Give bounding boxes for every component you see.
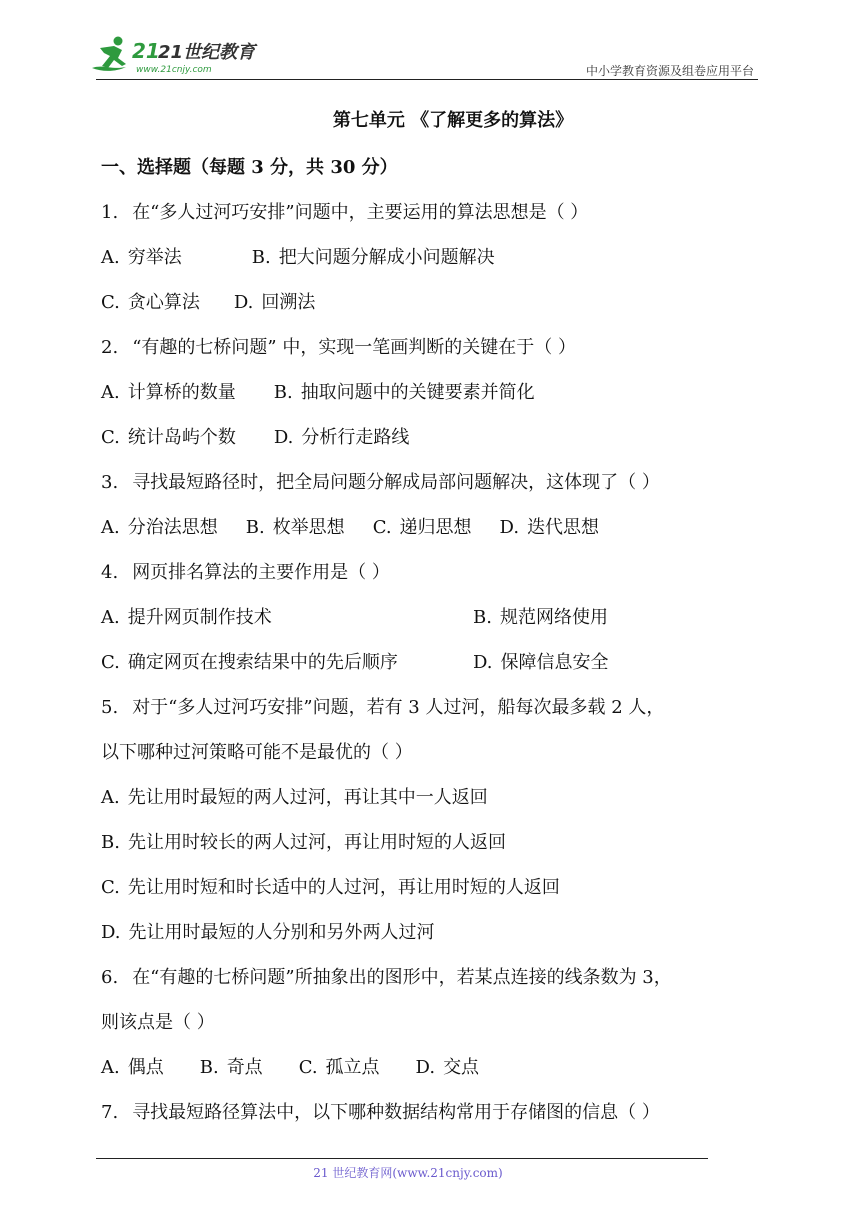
- option-d[interactable]: D. 保障信息安全: [473, 652, 609, 673]
- question-4: [101, 550, 765, 595]
- svg-text:21: 21: [132, 39, 160, 63]
- question-1-options-cd: [101, 280, 765, 325]
- header-platform-text: 中小学教育资源及组卷应用平台: [585, 64, 754, 78]
- question-5-option-a[interactable]: A. 先让用时最短的两人过河，再让其中一人返回: [101, 787, 488, 808]
- question-text: 寻找最短路径算法中，以下哪种数据结构常用于存储图的信息（ ）: [132, 1102, 660, 1123]
- question-5-option-c[interactable]: C. 先让用时短和时长适中的人过河，再让用时短的人返回: [101, 877, 560, 898]
- option-b[interactable]: B. 把大问题分解成小问题解决: [251, 247, 495, 268]
- runner-logo-icon: [92, 34, 262, 78]
- question-5-option-b[interactable]: B. 先让用时较长的两人过河，再让用时短的人返回: [101, 832, 506, 853]
- footer-link[interactable]: 21 世纪教育网(www.21cnjy.com): [313, 1166, 503, 1180]
- question-5: [101, 685, 765, 730]
- option-b[interactable]: B. 抽取问题中的关键要素并简化: [273, 382, 535, 403]
- option-b[interactable]: B. 枚举思想: [245, 517, 345, 538]
- question-number: 5.: [101, 697, 119, 718]
- section-heading: 一、选择题（每题 3 分，共 30 分）: [101, 157, 398, 178]
- question-1-options-ab: [101, 235, 765, 280]
- question-6-options: [101, 1045, 765, 1090]
- option-c[interactable]: C. 递归思想: [372, 517, 472, 538]
- question-number: 3.: [101, 472, 119, 493]
- option-a[interactable]: A. 计算桥的数量: [101, 382, 236, 403]
- option-c[interactable]: C. 孤立点: [298, 1057, 380, 1078]
- question-5-option-d[interactable]: D. 先让用时最短的人分别和另外两人过河: [101, 922, 435, 943]
- question-4-options-ab: [101, 595, 765, 640]
- logo-text: 21世纪教育: [158, 42, 256, 63]
- option-c[interactable]: C. 统计岛屿个数: [101, 427, 236, 448]
- page-header: [0, 0, 860, 82]
- question-text: 在“多人过河巧安排”问题中，主要运用的算法思想是（ ）: [132, 202, 589, 223]
- question-3-options: [101, 505, 765, 550]
- question-text: 在“有趣的七桥问题”所抽象出的图形中，若某点连接的线条数为 3，: [132, 967, 672, 988]
- question-6-continued: 则该点是（ ）: [101, 1012, 215, 1033]
- footer-divider: [96, 1158, 708, 1159]
- question-1: [101, 190, 765, 235]
- document-title: 第七单元 《了解更多的算法》: [332, 110, 574, 131]
- question-text: 网页排名算法的主要作用是（ ）: [132, 562, 390, 583]
- question-number: 1.: [101, 202, 119, 223]
- document-body: [101, 103, 765, 1135]
- option-c[interactable]: C. 贪心算法: [101, 292, 200, 313]
- question-text: 对于“多人过河巧安排”问题，若有 3 人过河，船每次最多载 2 人，: [132, 697, 665, 718]
- question-2: [101, 325, 765, 370]
- option-b[interactable]: B. 规范网络使用: [473, 607, 608, 628]
- option-c[interactable]: C. 确定网页在搜索结果中的先后顺序: [101, 652, 398, 673]
- page-footer: [0, 1164, 860, 1181]
- question-text: 寻找最短路径时，把全局问题分解成局部问题解决，这体现了（ ）: [132, 472, 660, 493]
- option-a[interactable]: A. 偶点: [101, 1057, 164, 1078]
- question-text: “有趣的七桥问题” 中，实现一笔画判断的关键在于（ ）: [132, 337, 577, 358]
- logo-url: www.21cnjy.com: [136, 65, 212, 75]
- option-d[interactable]: D. 交点: [415, 1057, 480, 1078]
- header-divider: [96, 79, 758, 80]
- site-logo[interactable]: [92, 34, 262, 78]
- question-number: 4.: [101, 562, 119, 583]
- option-a[interactable]: A. 穷举法: [101, 247, 182, 268]
- option-b[interactable]: B. 奇点: [199, 1057, 263, 1078]
- question-6: [101, 955, 765, 1000]
- option-a[interactable]: A. 分治法思想: [101, 517, 218, 538]
- option-d[interactable]: D. 迭代思想: [499, 517, 600, 538]
- question-7: [101, 1090, 765, 1135]
- question-3: [101, 460, 765, 505]
- option-d[interactable]: D. 分析行走路线: [273, 427, 410, 448]
- question-4-options-cd: [101, 640, 765, 685]
- option-a[interactable]: A. 提升网页制作技术: [101, 607, 272, 628]
- option-d[interactable]: D. 回溯法: [233, 292, 316, 313]
- question-number: 7.: [101, 1102, 119, 1123]
- question-number: 2.: [101, 337, 119, 358]
- question-number: 6.: [101, 967, 119, 988]
- question-5-continued: 以下哪种过河策略可能不是最优的（ ）: [101, 742, 413, 763]
- question-2-options-cd: [101, 415, 765, 460]
- question-2-options-ab: [101, 370, 765, 415]
